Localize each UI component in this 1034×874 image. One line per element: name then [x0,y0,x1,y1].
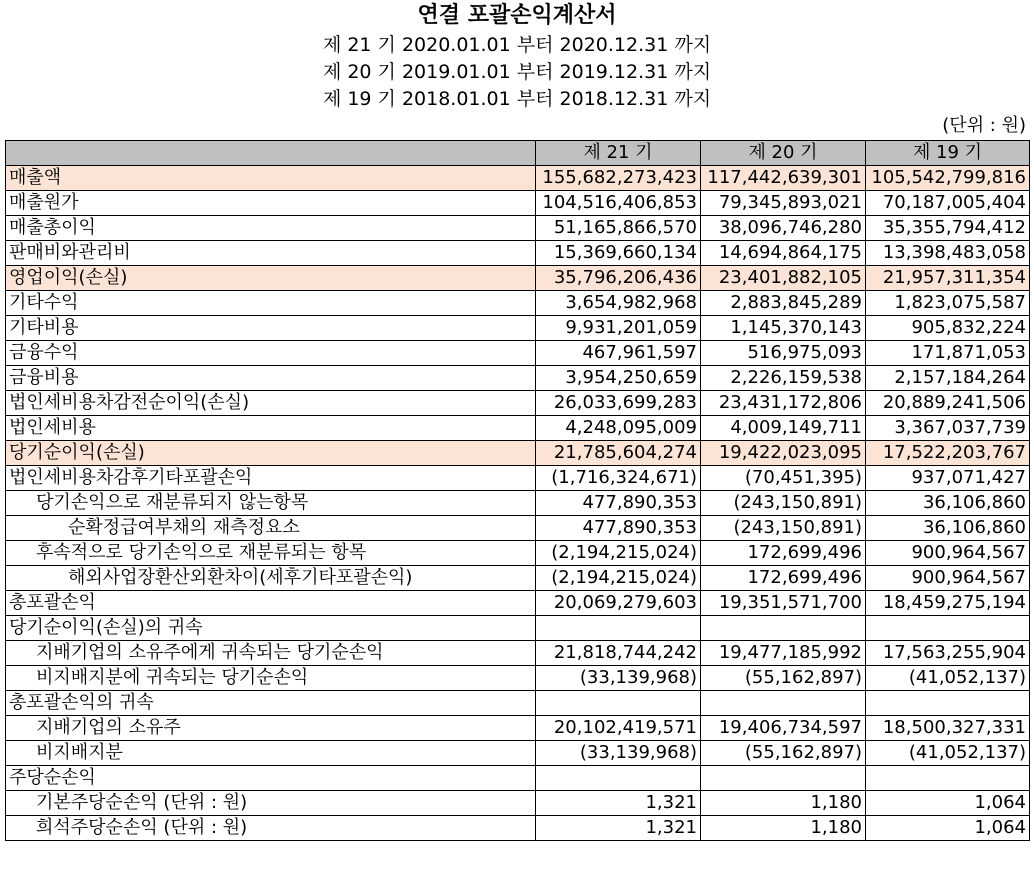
value-cell-v19: 1,823,075,587 [866,291,1030,316]
row-label: 총포괄손익의 귀속 [6,691,536,716]
row-label: 법인세비용 [6,416,536,441]
row-label: 희석주당순손익 (단위 : 원) [6,816,536,841]
value-cell-v21: (2,194,215,024) [536,541,701,566]
value-cell-v19: 2,157,184,264 [866,366,1030,391]
table-row [6,316,1030,341]
value-cell-v21 [536,766,701,791]
value-cell-v21: 20,102,419,571 [536,716,701,741]
value-cell-v20 [701,766,866,791]
table-row [6,466,1030,491]
row-label: 금융수익 [6,341,536,366]
value-cell-v20: (243,150,891) [701,516,866,541]
row-label: 당기순이익(손실)의 귀속 [6,616,536,641]
value-cell-v20: 79,345,893,021 [701,191,866,216]
row-label: 매출원가 [6,191,536,216]
value-cell-v19: 18,500,327,331 [866,716,1030,741]
header-label [6,141,536,166]
income-statement-table [5,140,1030,841]
value-cell-v19: 20,889,241,506 [866,391,1030,416]
value-cell-v21: 20,069,279,603 [536,591,701,616]
value-cell-v19: 171,871,053 [866,341,1030,366]
header-period-21: 제 21 기 [536,141,701,166]
value-cell-v19: 36,106,860 [866,516,1030,541]
period-line-19: 제 19 기 2018.01.01 부터 2018.12.31 까지 [322,88,712,110]
table-row [6,291,1030,316]
row-label: 기타비용 [6,316,536,341]
table-row [6,566,1030,591]
value-cell-v21: 21,785,604,274 [536,441,701,466]
row-label: 비지배지분에 귀속되는 당기순손익 [6,666,536,691]
row-label: 당기순이익(손실) [6,441,536,466]
value-cell-v21: (33,139,968) [536,741,701,766]
table-row [6,666,1030,691]
value-cell-v20: 19,422,023,095 [701,441,866,466]
value-cell-v21: 477,890,353 [536,516,701,541]
value-cell-v20: (243,150,891) [701,491,866,516]
value-cell-v20: 19,477,185,992 [701,641,866,666]
row-label: 비지배지분 [6,741,536,766]
table-row [6,791,1030,816]
value-cell-v21: 4,248,095,009 [536,416,701,441]
table-row [6,191,1030,216]
value-cell-v19 [866,691,1030,716]
table-row [6,491,1030,516]
value-cell-v20: 172,699,496 [701,541,866,566]
value-cell-v20: 1,180 [701,816,866,841]
value-cell-v19: 900,964,567 [866,541,1030,566]
value-cell-v19 [866,766,1030,791]
value-cell-v21: 3,654,982,968 [536,291,701,316]
value-cell-v20: (70,451,395) [701,466,866,491]
value-cell-v19: (41,052,137) [866,741,1030,766]
table-row [6,766,1030,791]
value-cell-v19 [866,616,1030,641]
row-label: 해외사업장환산외환차이(세후기타포괄손익) [6,566,536,591]
table-row [6,541,1030,566]
value-cell-v21: 155,682,273,423 [536,166,701,191]
value-cell-v21: 1,321 [536,816,701,841]
table-row [6,616,1030,641]
value-cell-v19: 1,064 [866,816,1030,841]
table-row [6,366,1030,391]
value-cell-v21: (33,139,968) [536,666,701,691]
value-cell-v19: 17,563,255,904 [866,641,1030,666]
value-cell-v20: 2,226,159,538 [701,366,866,391]
value-cell-v19: 900,964,567 [866,566,1030,591]
value-cell-v21: 104,516,406,853 [536,191,701,216]
row-label: 순확정급여부채의 재측정요소 [6,516,536,541]
value-cell-v20: 19,406,734,597 [701,716,866,741]
value-cell-v20: 2,883,845,289 [701,291,866,316]
value-cell-v19: 937,071,427 [866,466,1030,491]
value-cell-v20: (55,162,897) [701,666,866,691]
value-cell-v20: 117,442,639,301 [701,166,866,191]
table-row [6,341,1030,366]
table-row [6,516,1030,541]
row-label: 법인세비용차감전순이익(손실) [6,391,536,416]
table-row [6,166,1030,191]
value-cell-v20: 4,009,149,711 [701,416,866,441]
row-label: 기본주당순손익 (단위 : 원) [6,791,536,816]
value-cell-v20: 23,401,882,105 [701,266,866,291]
row-label: 매출액 [6,166,536,191]
value-cell-v19: 21,957,311,354 [866,266,1030,291]
header-period-19: 제 19 기 [866,141,1030,166]
value-cell-v21 [536,616,701,641]
unit-label: (단위 : 원) [942,115,1026,136]
value-cell-v21: 15,369,660,134 [536,241,701,266]
value-cell-v20: 19,351,571,700 [701,591,866,616]
row-label: 주당순손익 [6,766,536,791]
value-cell-v20: 1,180 [701,791,866,816]
value-cell-v19: 17,522,203,767 [866,441,1030,466]
value-cell-v20: (55,162,897) [701,741,866,766]
value-cell-v20: 516,975,093 [701,341,866,366]
value-cell-v19: 105,542,799,816 [866,166,1030,191]
value-cell-v21: 3,954,250,659 [536,366,701,391]
table-row [6,816,1030,841]
table-row [6,741,1030,766]
row-label: 후속적으로 당기손익으로 재분류되는 항목 [6,541,536,566]
row-label: 기타수익 [6,291,536,316]
period-line-20: 제 20 기 2019.01.01 부터 2019.12.31 까지 [322,61,712,83]
table-row [6,241,1030,266]
row-label: 판매비와관리비 [6,241,536,266]
value-cell-v20 [701,616,866,641]
value-cell-v19: 3,367,037,739 [866,416,1030,441]
table-row [6,216,1030,241]
row-label: 당기손익으로 재분류되지 않는항목 [6,491,536,516]
row-label: 법인세비용차감후기타포괄손익 [6,466,536,491]
value-cell-v19: 36,106,860 [866,491,1030,516]
header-period-20: 제 20 기 [701,141,866,166]
row-label: 총포괄손익 [6,591,536,616]
table-row [6,391,1030,416]
value-cell-v21: (2,194,215,024) [536,566,701,591]
table-row [6,691,1030,716]
table-row [6,641,1030,666]
value-cell-v21: 26,033,699,283 [536,391,701,416]
row-label: 지배기업의 소유주에게 귀속되는 당기순손익 [6,641,536,666]
table-row [6,716,1030,741]
value-cell-v21: (1,716,324,671) [536,466,701,491]
value-cell-v19: 13,398,483,058 [866,241,1030,266]
row-label: 금융비용 [6,366,536,391]
value-cell-v21: 1,321 [536,791,701,816]
value-cell-v20: 172,699,496 [701,566,866,591]
value-cell-v19: 18,459,275,194 [866,591,1030,616]
value-cell-v19: (41,052,137) [866,666,1030,691]
table-row [6,266,1030,291]
value-cell-v21: 467,961,597 [536,341,701,366]
value-cell-v20: 14,694,864,175 [701,241,866,266]
row-label: 매출총이익 [6,216,536,241]
row-label: 영업이익(손실) [6,266,536,291]
value-cell-v19: 1,064 [866,791,1030,816]
value-cell-v21: 9,931,201,059 [536,316,701,341]
value-cell-v21 [536,691,701,716]
period-line-21: 제 21 기 2020.01.01 부터 2020.12.31 까지 [322,34,712,56]
value-cell-v19: 905,832,224 [866,316,1030,341]
statement-title: 연결 포괄손익계산서 [417,3,617,28]
value-cell-v20: 1,145,370,143 [701,316,866,341]
value-cell-v20: 23,431,172,806 [701,391,866,416]
value-cell-v19: 35,355,794,412 [866,216,1030,241]
value-cell-v19: 70,187,005,404 [866,191,1030,216]
value-cell-v20 [701,691,866,716]
value-cell-v21: 35,796,206,436 [536,266,701,291]
table-row [6,591,1030,616]
value-cell-v21: 477,890,353 [536,491,701,516]
value-cell-v21: 51,165,866,570 [536,216,701,241]
row-label: 지배기업의 소유주 [6,716,536,741]
value-cell-v20: 38,096,746,280 [701,216,866,241]
table-row [6,441,1030,466]
table-header-row [6,141,1030,166]
table-row [6,416,1030,441]
value-cell-v21: 21,818,744,242 [536,641,701,666]
